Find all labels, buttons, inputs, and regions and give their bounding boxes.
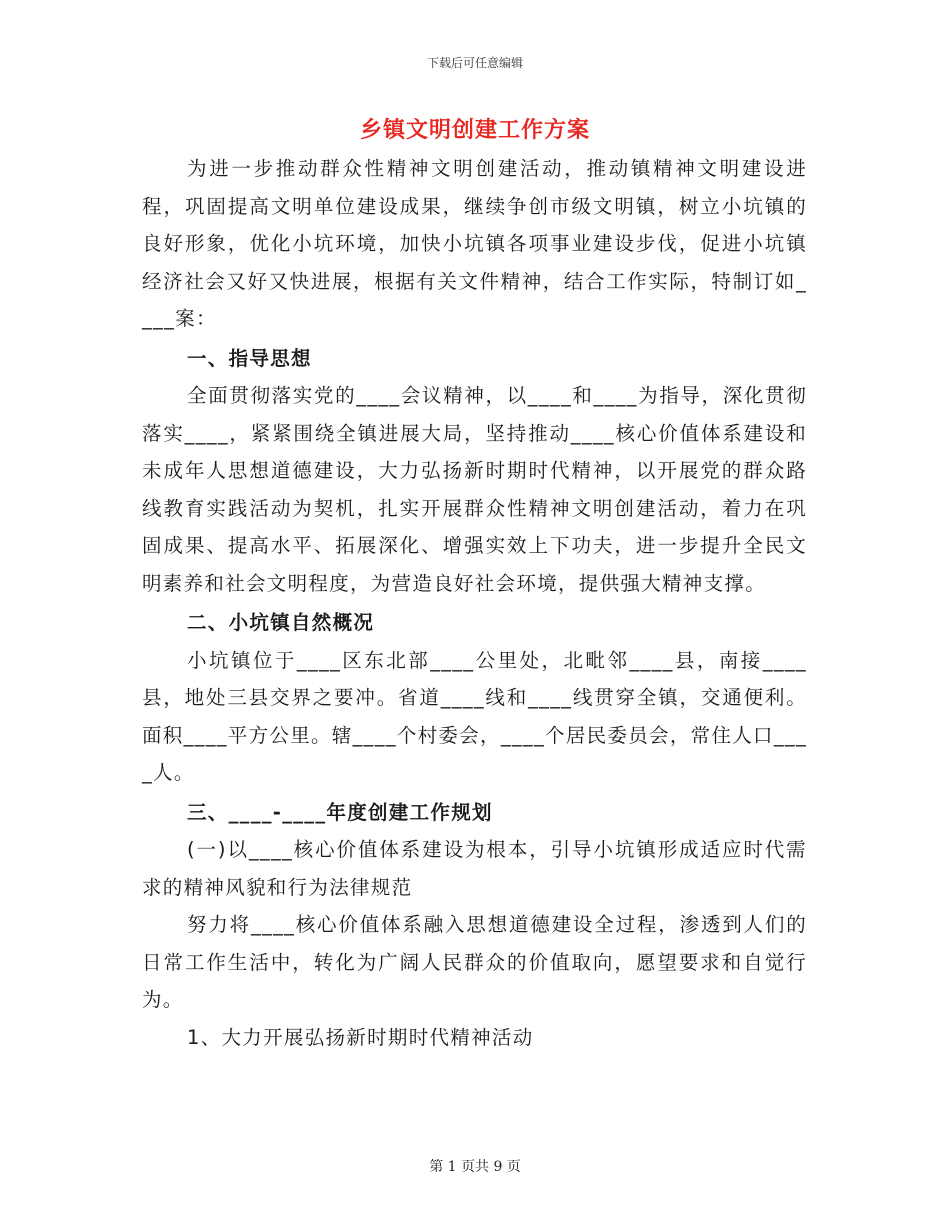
section-heading-3: 三、____-____年度创建工作规划 [187,800,493,824]
section-paragraph-2: 小坑镇位于____区东北部____公里处，北毗邻____县，南接____县，地处三县交界之要冲。省道____线和____线贯穿全镇，交通便利。面积____平方公里。辖____个村委会，____个居民委员会，常住人口____人。 [142,648,807,784]
list-item-1: 1、大力开展弘扬新时期时代精神活动 [187,1025,534,1049]
section-heading-2: 二、小坑镇自然概况 [187,611,375,634]
intro-paragraph: 为进一步推动群众性精神文明创建活动，推动镇精神文明建设进程，巩固提高文明单位建设成果，继续争创市级文明镇，树立小坑镇的良好形象，优化小坑环境，加快小坑镇各项事业建设步伐，促进小坑镇经济社会又好又快进展，根据有关文件精神，结合工作实际，特制订如____案： [142,157,807,330]
section-paragraph-1: 全面贯彻落实党的____会议精神，以____和____为指导，深化贯彻落实____，紧紧围绕全镇进展大局，坚持推动____核心价值体系建设和未成年人思想道德建设，大力弘扬新时期时代精神，以开展党的群众路线教育实践活动为契机，扎实开展群众性精神文明创建活动，着力在巩固成果、提高水平、拓展深化、增强实效上下功夫，进一步提升全民文明素养和社会文明程度，为营造良好社会环境，提供强大精神支撑。 [142,384,807,595]
document-body [142,150,807,1056]
page-footer: 第 1 页共 9 页 [429,1159,521,1175]
header-note: 下载后可任意编辑 [426,56,523,70]
document-title: 乡镇文明创建工作方案 [359,118,590,143]
subsection-paragraph-1: 努力将____核心价值体系融入思想道德建设全过程，渗透到人们的日常工作生活中，转化为广阔人民群众的价值取向，愿望要求和自觉行为。 [142,913,807,1011]
subsection-heading-1: (一)以____核心价值体系建设为根本，引导小坑镇形成适应时代需求的精神风貌和行为法律规范 [142,838,807,899]
section-heading-1: 一、指导思想 [187,346,312,370]
